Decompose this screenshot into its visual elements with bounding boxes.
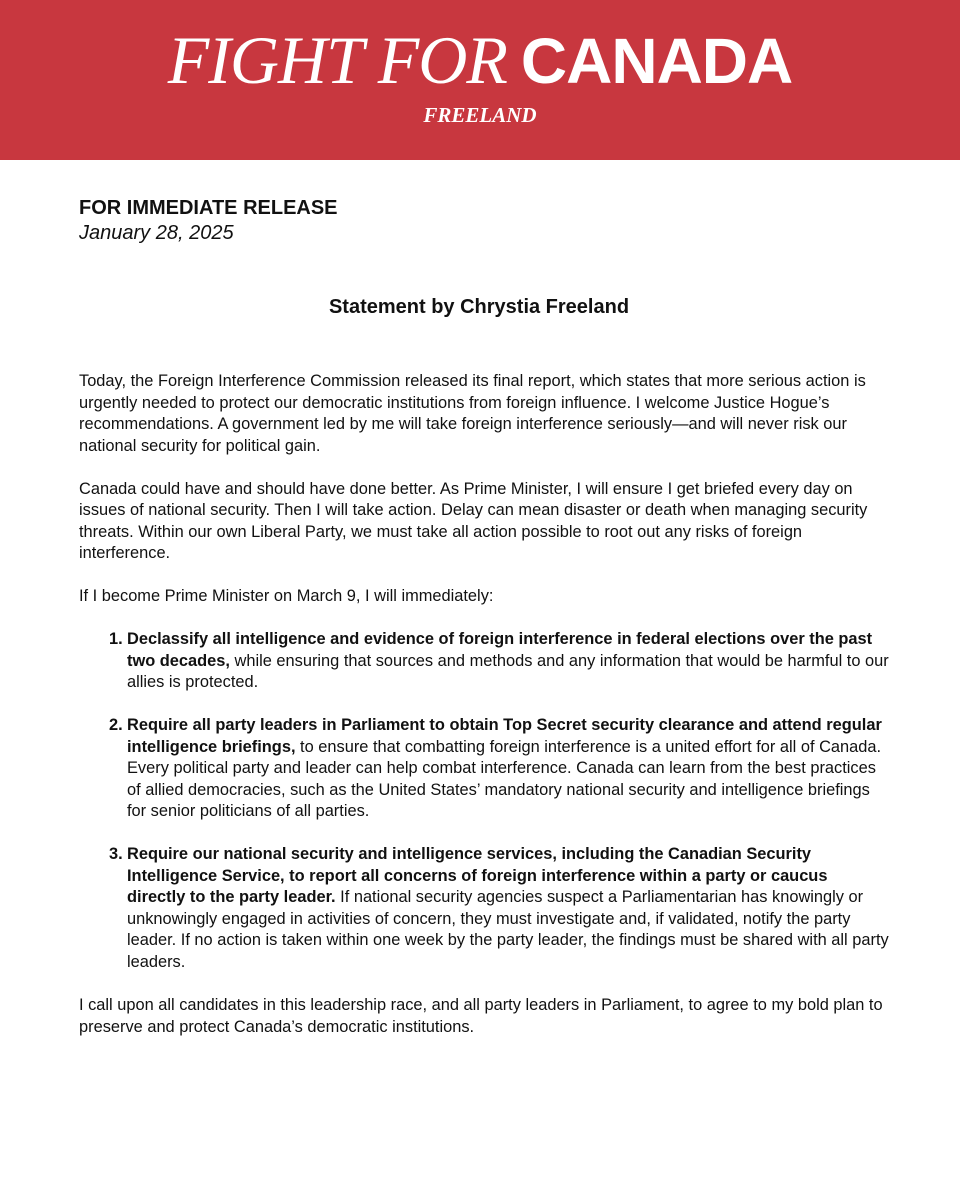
paragraph-3: If I become Prime Minister on March 9, I will immediately: [79, 587, 494, 605]
commitments-list [79, 629, 889, 973]
list-item-text: while ensuring that sources and methods and any information that would be harmful to our allies is protected. [127, 651, 889, 691]
release-date: January 28, 2025 [79, 222, 234, 244]
header-banner [0, 0, 960, 160]
list-item-text: If national security agencies suspect a Parliamentarian has knowingly or unknowingly engaged in activities of concern, they must investigate and, if validated, notify the party leader. If no action is taken within one week by the party leader, the findings must be shared with all party leaders. [127, 888, 889, 971]
list-item [79, 629, 889, 694]
banner-title-heavy: CANADA [520, 25, 793, 97]
banner-subtitle: FREELAND [423, 103, 537, 127]
list-item-lead: Require our national security and intelligence services, including the Canadian Security Intelligence Service, to report all concerns of foreign interference within a party or caucus directly to the party leader. [127, 845, 828, 906]
list-item-number: 2. [109, 716, 123, 734]
paragraph-4: I call upon all candidates in this leadership race, and all party leaders in Parliament, to agree to my bold plan to preserve and protect Canada’s democratic institutions. [79, 996, 883, 1036]
list-item [79, 715, 889, 823]
list-item [79, 844, 889, 973]
statement-title: Statement by Chrystia Freeland [328, 296, 630, 318]
paragraph-1: Today, the Foreign Interference Commission released its final report, which states that more serious action is urgently needed to protect our democratic institutions from foreign influence. I welcome Justice Hogue’s recommendations. A government led by me will take foreign interference seriously—and will never risk our national security for political gain. [79, 372, 866, 455]
paragraph-2: Canada could have and should have done better. As Prime Minister, I will ensure I get briefed every day on issues of national security. Then I will take action. Delay can mean disaster or death when managing security threats. Within our own Liberal Party, we must take all action possible to root out any risks of foreign interference. [79, 479, 868, 562]
list-item-number: 3. [109, 845, 123, 863]
release-label: FOR IMMEDIATE RELEASE [79, 197, 338, 219]
banner-title-light: FIGHT FOR [167, 22, 507, 98]
banner-title [0, 22, 960, 98]
press-release-body [79, 196, 889, 1038]
list-item-lead: Declassify all intelligence and evidence of foreign interference in federal elections over the past two decades, [127, 630, 873, 670]
list-item-text: to ensure that combatting foreign interference is a united effort for all of Canada. Every political party and leader can help combat interference. Canada can learn from the best practices of allied democracies, such as the United States’ mandatory national security and intelligence briefings for senior politicians of all parties. [127, 737, 882, 820]
list-item-lead: Require all party leaders in Parliament to obtain Top Secret security clearance and attend regular intelligence briefings, [127, 716, 882, 756]
list-item-number: 1. [109, 630, 123, 648]
